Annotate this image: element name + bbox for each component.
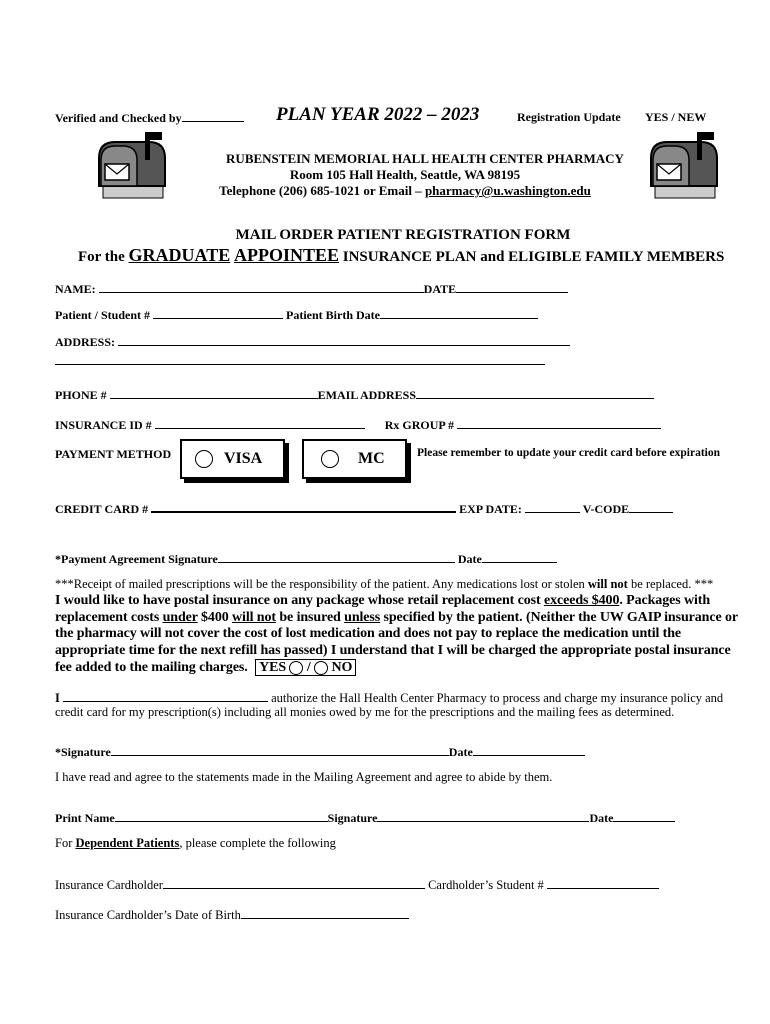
phone-field[interactable]: [110, 387, 318, 399]
payment-method-label: PAYMENT METHOD: [55, 447, 172, 461]
address-field-line2[interactable]: [55, 364, 545, 365]
signature-date-field[interactable]: [473, 744, 585, 756]
credit-card-note: Please remember to update your credit card before expiration: [417, 447, 720, 459]
postal-insurance-choice[interactable]: YES / NO: [255, 659, 356, 676]
phone-row: PHONE # EMAIL ADDRESS: [55, 387, 654, 403]
cardholder-row: Insurance Cardholder Cardholder’s Student #: [55, 877, 659, 893]
pharmacy-address: Room 105 Hall Health, Seattle, WA 98195: [289, 167, 521, 182]
credit-card-field[interactable]: [151, 500, 456, 513]
payment-date-field[interactable]: [482, 551, 557, 563]
mc-option[interactable]: MC: [302, 439, 407, 479]
patient-row: Patient / Student # Patient Birth Date: [55, 307, 538, 323]
dependent-heading: For Dependent Patients, please complete the following: [55, 836, 336, 850]
name-field[interactable]: [99, 281, 424, 293]
email-field[interactable]: [416, 387, 654, 399]
patient-student-field[interactable]: [153, 307, 283, 319]
payment-signature-row: *Payment Agreement Signature Date: [55, 551, 557, 567]
patient-birth-field[interactable]: [380, 307, 538, 319]
exp-date-field[interactable]: [525, 501, 580, 513]
postal-insurance-paragraph: I would like to have postal insurance on any package whose retail replacement cost exceeds $400. Packages with replacement costs under $400 will not be insured unless specified by the patient. (Neither the UW GAIP insurance or the pharmacy will not cover the cost of lost medication and does not pay to replace the medication until the appropriate time for the next refill has passed) I understand that I will be charged the appropriate postal insurance fee added to the mailing charges. YES / NO: [55, 593, 738, 675]
agree-statement: I have read and agree to the statements made in the Mailing Agreement and agree to abide by them.: [55, 770, 553, 784]
insurance-id-field[interactable]: [155, 417, 365, 429]
signature2-field[interactable]: [377, 810, 589, 822]
date-field[interactable]: [456, 281, 568, 293]
visa-radio[interactable]: [195, 450, 213, 468]
verified-label: Verified and Checked by: [55, 110, 244, 126]
cardholder-dob-field[interactable]: [241, 907, 409, 919]
no-radio[interactable]: [314, 661, 328, 675]
authorize-name-field[interactable]: [63, 690, 268, 702]
cardholder-student-field[interactable]: [547, 877, 659, 889]
v-code-field[interactable]: [629, 501, 673, 513]
address-row: ADDRESS:: [55, 334, 570, 350]
email-link[interactable]: pharmacy@u.washington.edu: [424, 183, 591, 198]
verified-blank[interactable]: [182, 110, 244, 122]
yes-new-choice[interactable]: YES / NEW: [645, 110, 707, 124]
form-subtitle: For the GRADUATE APPOINTEE INSURANCE PLAN and ELIGIBLE FAMILY MEMBERS: [78, 245, 725, 265]
pharmacy-name: RUBENSTEIN MEMORIAL HALL HEALTH CENTER PHARMACY: [226, 151, 624, 166]
authorize-line1: I authorize the Hall Health Center Pharmacy to process and charge my insurance policy and: [55, 691, 724, 705]
signature-row: *Signature Date: [55, 744, 585, 760]
address-field[interactable]: [118, 334, 570, 346]
registration-update: Registration Update: [517, 110, 621, 124]
name-row: NAME: DATE: [55, 281, 568, 297]
mc-radio[interactable]: [321, 450, 339, 468]
cardholder-dob-row: Insurance Cardholder’s Date of Birth: [55, 907, 409, 923]
receipt-note: ***Receipt of mailed prescriptions will be the responsibility of the patient. Any medications lost or stolen will not be replaced. ***: [55, 577, 714, 591]
date3-field[interactable]: [613, 810, 675, 822]
signature-field[interactable]: [111, 744, 449, 756]
pharmacy-contact: Telephone (206) 685-1021 or Email – pharmacy@u.washington.edu: [219, 183, 591, 198]
yes-radio[interactable]: [289, 661, 303, 675]
payment-signature-field[interactable]: [218, 551, 455, 563]
authorize-line2: credit card for my prescription(s) including all monies owed by me for the prescriptions and the mailing fees as determined.: [55, 705, 675, 719]
credit-card-row: CREDIT CARD # EXP DATE: V-CODE: [55, 500, 673, 517]
insurance-row: INSURANCE ID # Rx GROUP #: [55, 417, 661, 433]
plan-year: PLAN YEAR 2022 – 2023: [276, 104, 480, 125]
cardholder-field[interactable]: [163, 877, 425, 889]
rx-group-field[interactable]: [457, 417, 661, 429]
print-name-field[interactable]: [115, 810, 328, 822]
visa-option[interactable]: VISA: [180, 439, 285, 479]
print-name-row: Print Name Signature Date: [55, 810, 675, 826]
form-title: MAIL ORDER PATIENT REGISTRATION FORM: [235, 227, 571, 243]
